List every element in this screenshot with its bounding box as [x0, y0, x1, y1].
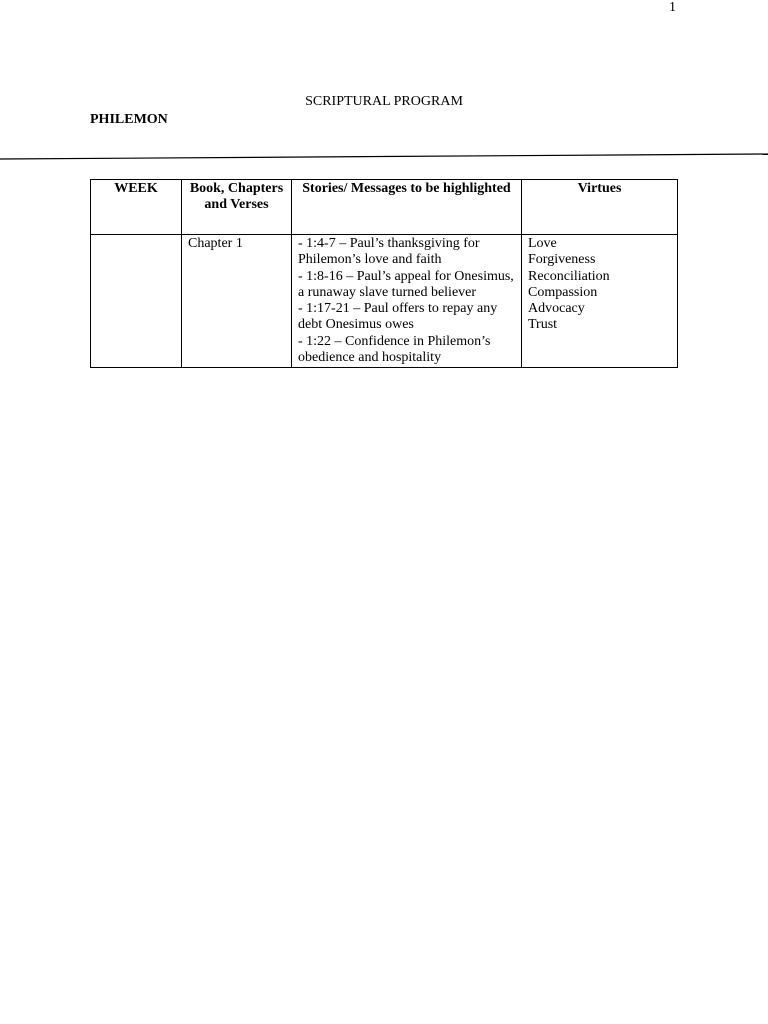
story-item: - 1:22 – Confidence in Philemon’s obedience and hospitality — [298, 333, 491, 366]
cell-stories — [292, 235, 522, 368]
table-header-row — [91, 180, 678, 235]
header-week: WEEK — [91, 180, 182, 235]
virtue-item: Forgiveness — [528, 252, 596, 268]
virtue-item: Love — [528, 236, 557, 251]
cell-week — [91, 235, 182, 368]
page-number: 1 — [669, 0, 676, 15]
table-row — [91, 235, 678, 368]
virtue-item: Advocacy — [528, 301, 585, 317]
header-virtues: Virtues — [522, 180, 678, 235]
header-book-chapters-verses: Book, Chapters and Verses — [182, 180, 292, 235]
header-separator-line — [0, 150, 768, 164]
story-item: - 1:8-16 – Paul’s appeal for Onesimus, a runaway slave turned believer — [298, 268, 514, 300]
cell-book: Chapter 1 — [182, 235, 292, 368]
scriptural-program-table — [90, 179, 678, 368]
virtue-item: Compassion — [528, 284, 598, 300]
virtue-item: Reconciliation — [528, 268, 610, 284]
document-title: SCRIPTURAL PROGRAM — [305, 94, 463, 109]
virtue-item: Trust — [528, 317, 558, 333]
header-stories-messages: Stories/ Messages to be highlighted — [292, 180, 522, 235]
book-heading: PHILEMON — [90, 112, 168, 127]
story-item: - 1:4-7 – Paul’s thanksgiving for Philemon’s love and faith — [298, 236, 480, 268]
cell-virtues — [522, 235, 678, 368]
story-item: - 1:17-21 – Paul offers to repay any debt Onesimus owes — [298, 301, 498, 333]
